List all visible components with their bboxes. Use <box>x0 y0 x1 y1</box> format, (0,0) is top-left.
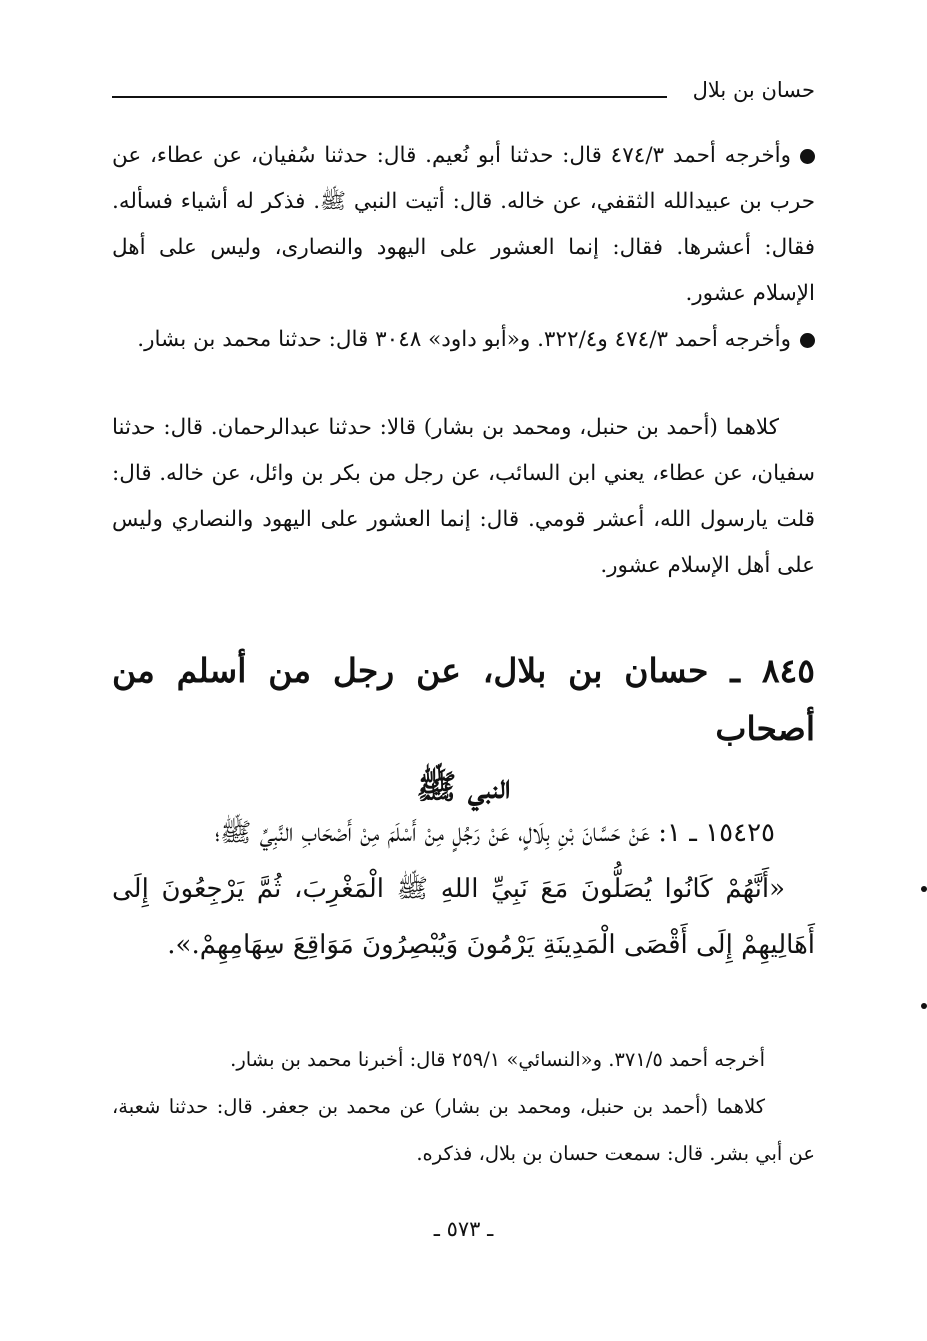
source-line-1: أخرجه أحمد ٣٧١/٥. و«النسائي» ٢٥٩/١ قال: أخبرنا محمد بن بشار. <box>230 1048 765 1071</box>
paragraph-2 <box>112 317 815 363</box>
section-heading <box>112 642 815 816</box>
source-block <box>112 1036 815 1177</box>
margin-mark <box>921 1003 927 1009</box>
bullet-icon <box>800 333 815 348</box>
paragraph-1 <box>112 133 815 317</box>
paragraph-3-text: كلاهما (أحمد بن حنبل، ومحمد بن بشار) قالا: حدثنا عبدالرحمان. قال: حدثنا سفيان، عن عطاء، يعني ابن السائب، عن رجل من بكر بن وائل، عن خاله. قال: قلت يارسول الله، أعشر قومي. قال: إنما العشور على اليهود والنصاري وليس على أهل الإسلام عشور. <box>112 415 815 578</box>
hadith-block <box>112 805 815 973</box>
hadith-text: «أَنَّهُمْ كَانُوا يُصَلُّونَ مَعَ نَبِيِّ اللهِ ﷺ الْمَغْرِبَ، ثُمَّ يَرْجِعُونَ إِلَى أَهَالِيهِمْ إِلَى أَقْصَى الْمَدِينَةِ يَرْمُونَ وَيُبْصِرُونَ مَوَاقِعَ سِهَامِهِمْ.». <box>112 874 815 960</box>
source-line-2: كلاهما (أحمد بن حنبل، ومحمد بن بشار) عن محمد بن جعفر. قال: حدثنا شعبة، عن أبي بشر. قال: سمعت حسان بن بلال، فذكره. <box>112 1095 815 1165</box>
bullet-icon <box>800 149 815 164</box>
section-heading-line-1: ٨٤٥ ـ حسان بن بلال، عن رجل من أسلم من أصحاب <box>112 651 815 748</box>
section-heading-line-2: النبي ﷺ <box>416 767 511 806</box>
margin-mark <box>921 886 927 892</box>
header-rule <box>112 96 667 98</box>
hadith-chain: ١٥٤٢٥ ـ ١: عَنْ حَسَّانَ بْنِ بِلَالٍ، عَنْ رَجُلٍ مِنْ أَسْلَمَ مِنْ أَصْحَابِ النَّبِيِّ ﷺ؛ <box>214 818 775 848</box>
paragraph-1-text: وأخرجه أحمد ٤٧٤/٣ قال: حدثنا أبو نُعيم. قال: حدثنا سُفيان، عن عطاء، عن حرب بن عبيدالله الثقفي، عن خاله. قال: أتيت النبي ﷺ. فذكر له أشياء فسأله. فقال: أعشرها. فقال: إنما العشور على اليهود والنصارى، وليس على أهل الإسلام عشور. <box>112 143 815 306</box>
running-title: حسان بن بلال <box>692 78 815 102</box>
paragraph-3 <box>112 405 815 589</box>
paragraph-2-text: وأخرجه أحمد ٤٧٤/٣ و٣٢٢/٤. و«أبو داود» ٣٠٤٨ قال: حدثنا محمد بن بشار. <box>137 327 791 352</box>
running-header <box>112 72 815 112</box>
page-number: ـ ٥٧٣ ـ <box>433 1217 494 1241</box>
